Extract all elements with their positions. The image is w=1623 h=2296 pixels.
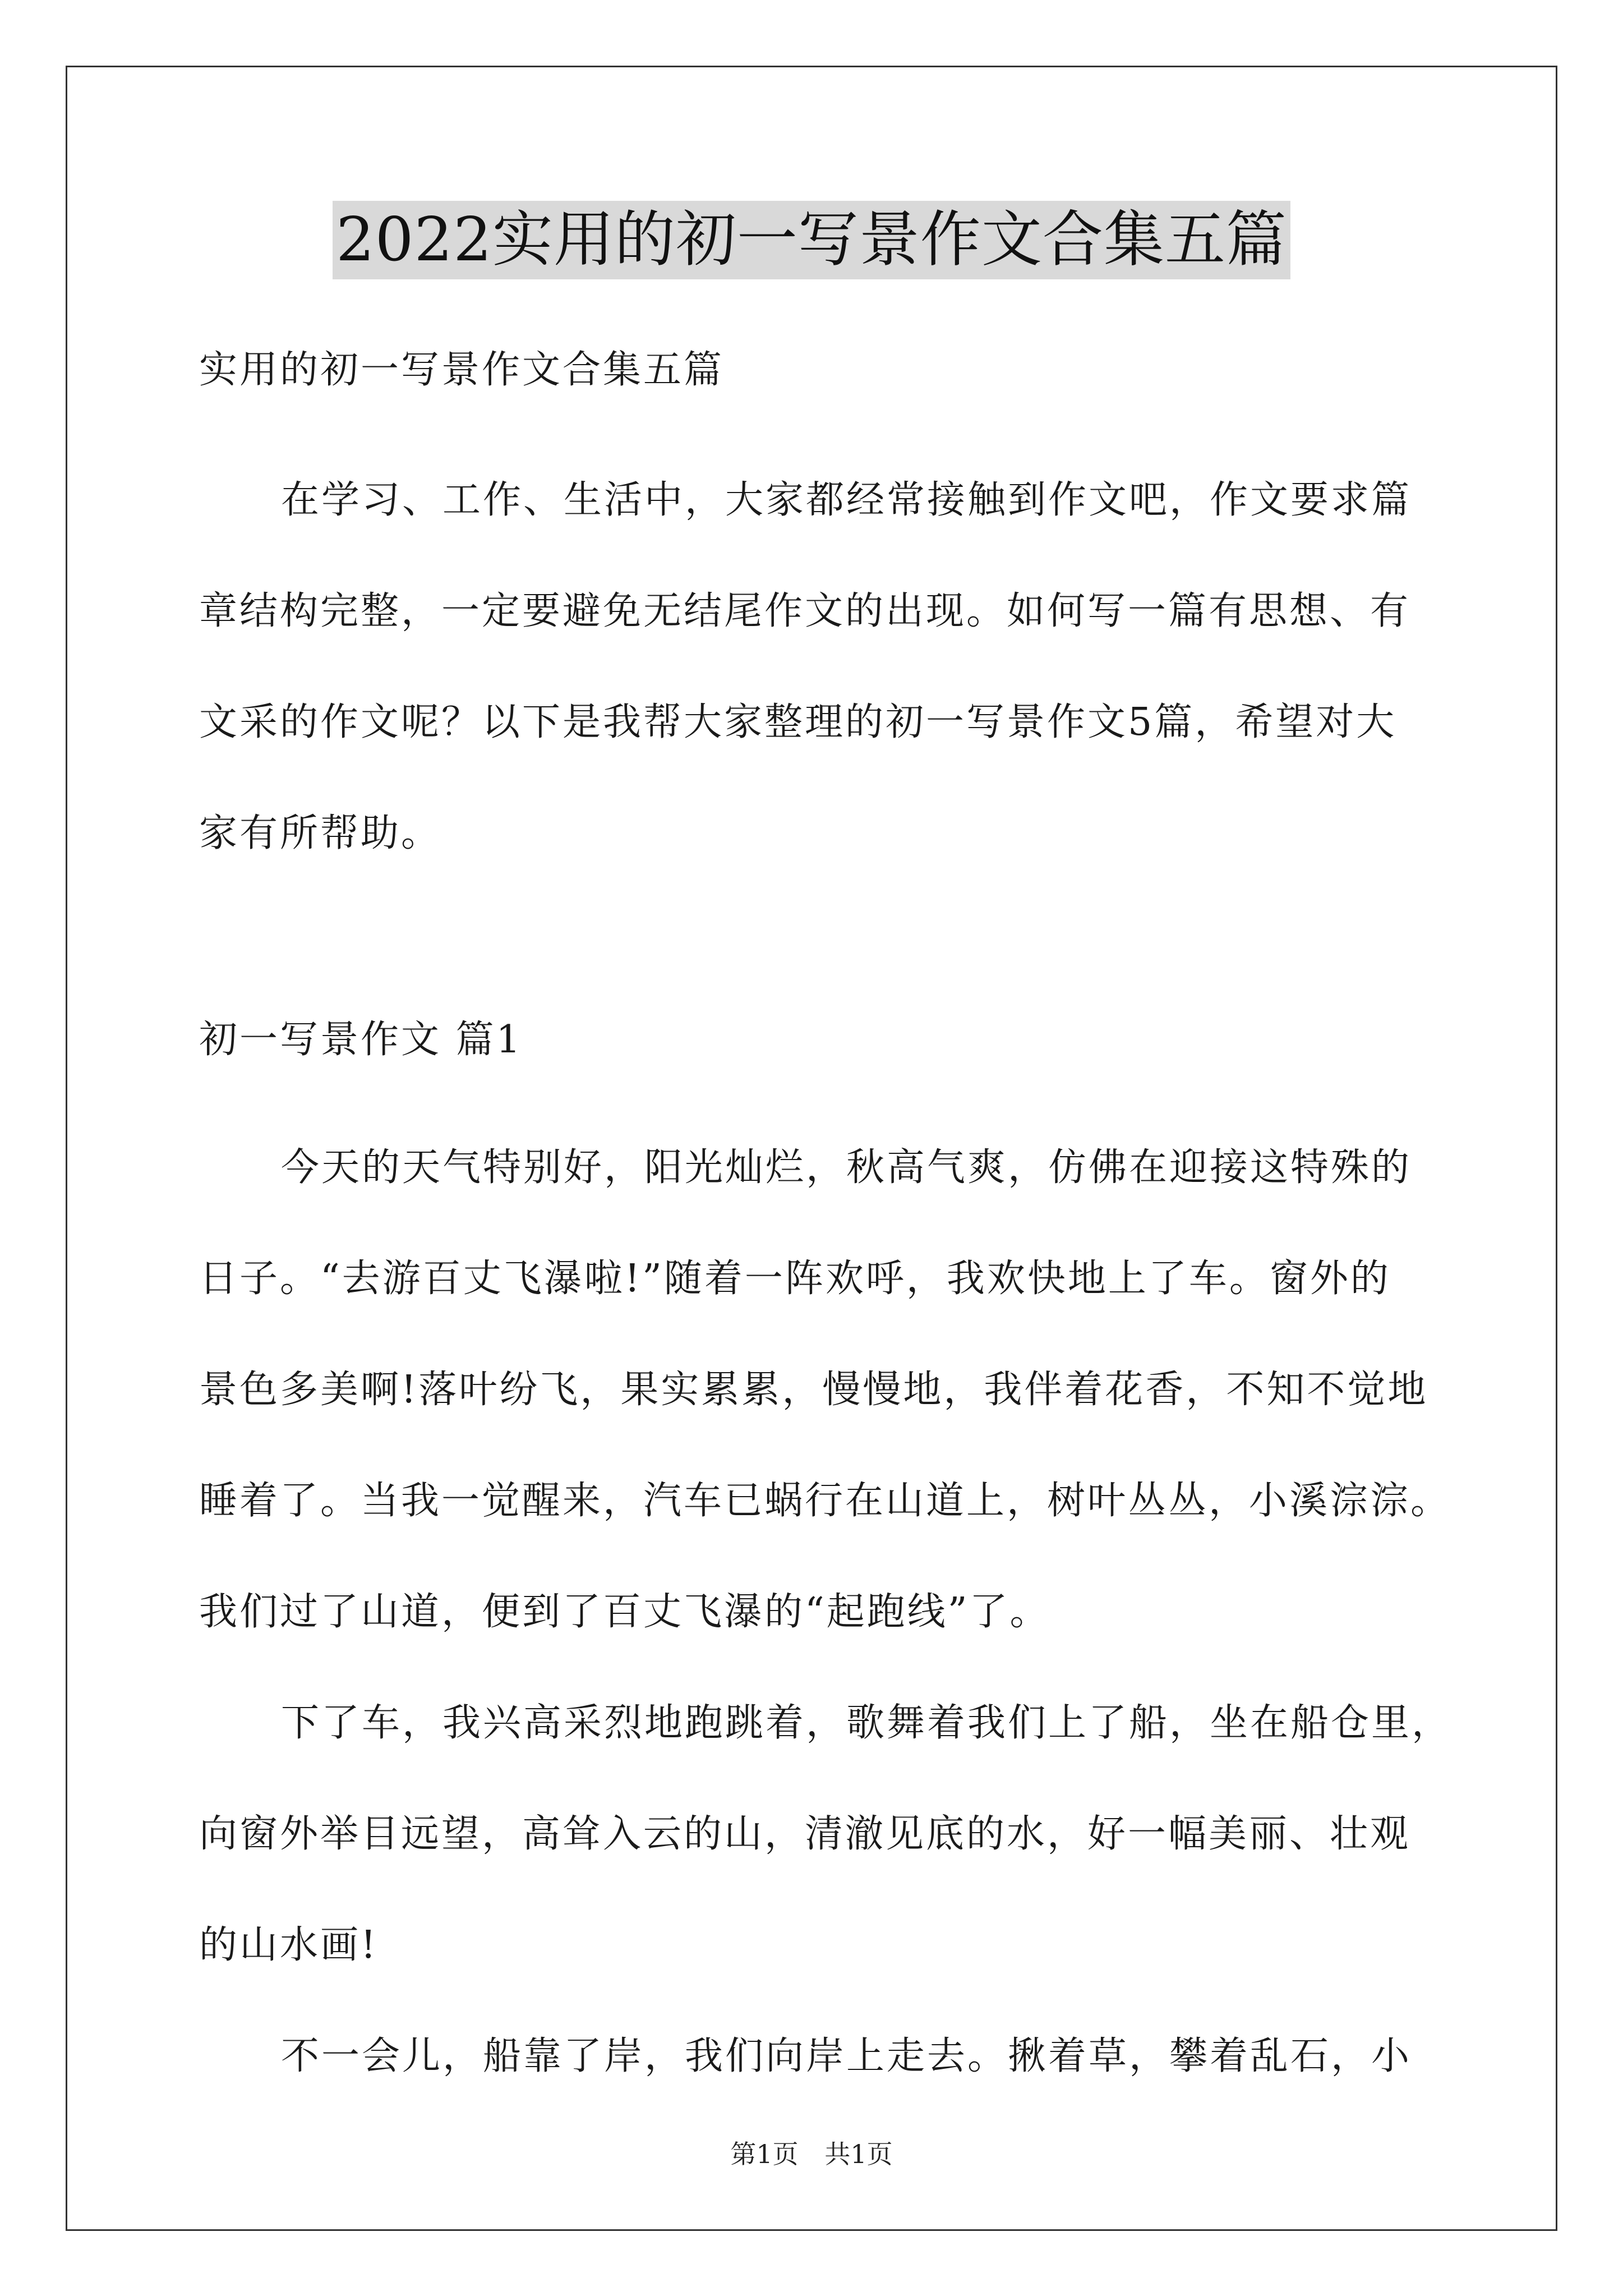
body-paragraph-2	[199, 1695, 1453, 1973]
paragraph-line: 今天的天气特别好，阳光灿烂，秋高气爽，仿佛在迎接这特殊的	[281, 1145, 1412, 1190]
paragraph-line: 我们过了山道，便到了百丈飞瀑的“起跑线”了。	[199, 1590, 1050, 1634]
document-body	[199, 342, 1453, 2139]
document-title: 2022实用的初一写景作文合集五篇	[333, 201, 1290, 279]
body-paragraph-3	[199, 2028, 1433, 2085]
title-container	[0, 201, 1623, 279]
document-subtitle: 实用的初一写景作文合集五篇	[199, 348, 725, 392]
page-number-current: 第1页	[730, 2139, 799, 2169]
intro-line: 章结构完整，一定要避免无结尾作文的出现。如何写一篇有思想、有	[199, 589, 1411, 633]
section-heading: 初一写景作文 篇1	[199, 1018, 523, 1062]
paragraph-line: 日子。“去游百丈飞瀑啦!”随着一阵欢呼，我欢快地上了车。窗外的	[199, 1257, 1391, 1301]
page-footer	[0, 2137, 1623, 2171]
paragraph-line: 景色多美啊!落叶纷飞，果实累累，慢慢地，我伴着花香，不知不觉地	[199, 1368, 1428, 1412]
paragraph-line: 的山水画!	[199, 1923, 379, 1967]
intro-line: 文采的作文呢？以下是我帮大家整理的初一写景作文5篇，希望对大	[199, 700, 1397, 744]
paragraph-line: 向窗外举目远望，高耸入云的山，清澈见底的水，好一幅美丽、壮观	[199, 1812, 1411, 1856]
page-number-total: 共1页	[824, 2139, 893, 2169]
body-paragraph-1	[199, 1140, 1451, 1640]
intro-paragraph	[199, 472, 1433, 862]
intro-line: 在学习、工作、生活中，大家都经常接触到作文吧，作文要求篇	[281, 478, 1412, 522]
paragraph-line: 不一会儿，船靠了岸，我们向岸上走去。揪着草，攀着乱石，小	[281, 2034, 1412, 2078]
paragraph-line: 睡着了。当我一觉醒来，汽车已蜗行在山道上，树叶丛丛，小溪淙淙。	[199, 1479, 1451, 1523]
paragraph-line: 下了车，我兴高采烈地跑跳着，歌舞着我们上了船，坐在船仓里，	[281, 1701, 1453, 1745]
intro-line: 家有所帮助。	[199, 811, 442, 855]
